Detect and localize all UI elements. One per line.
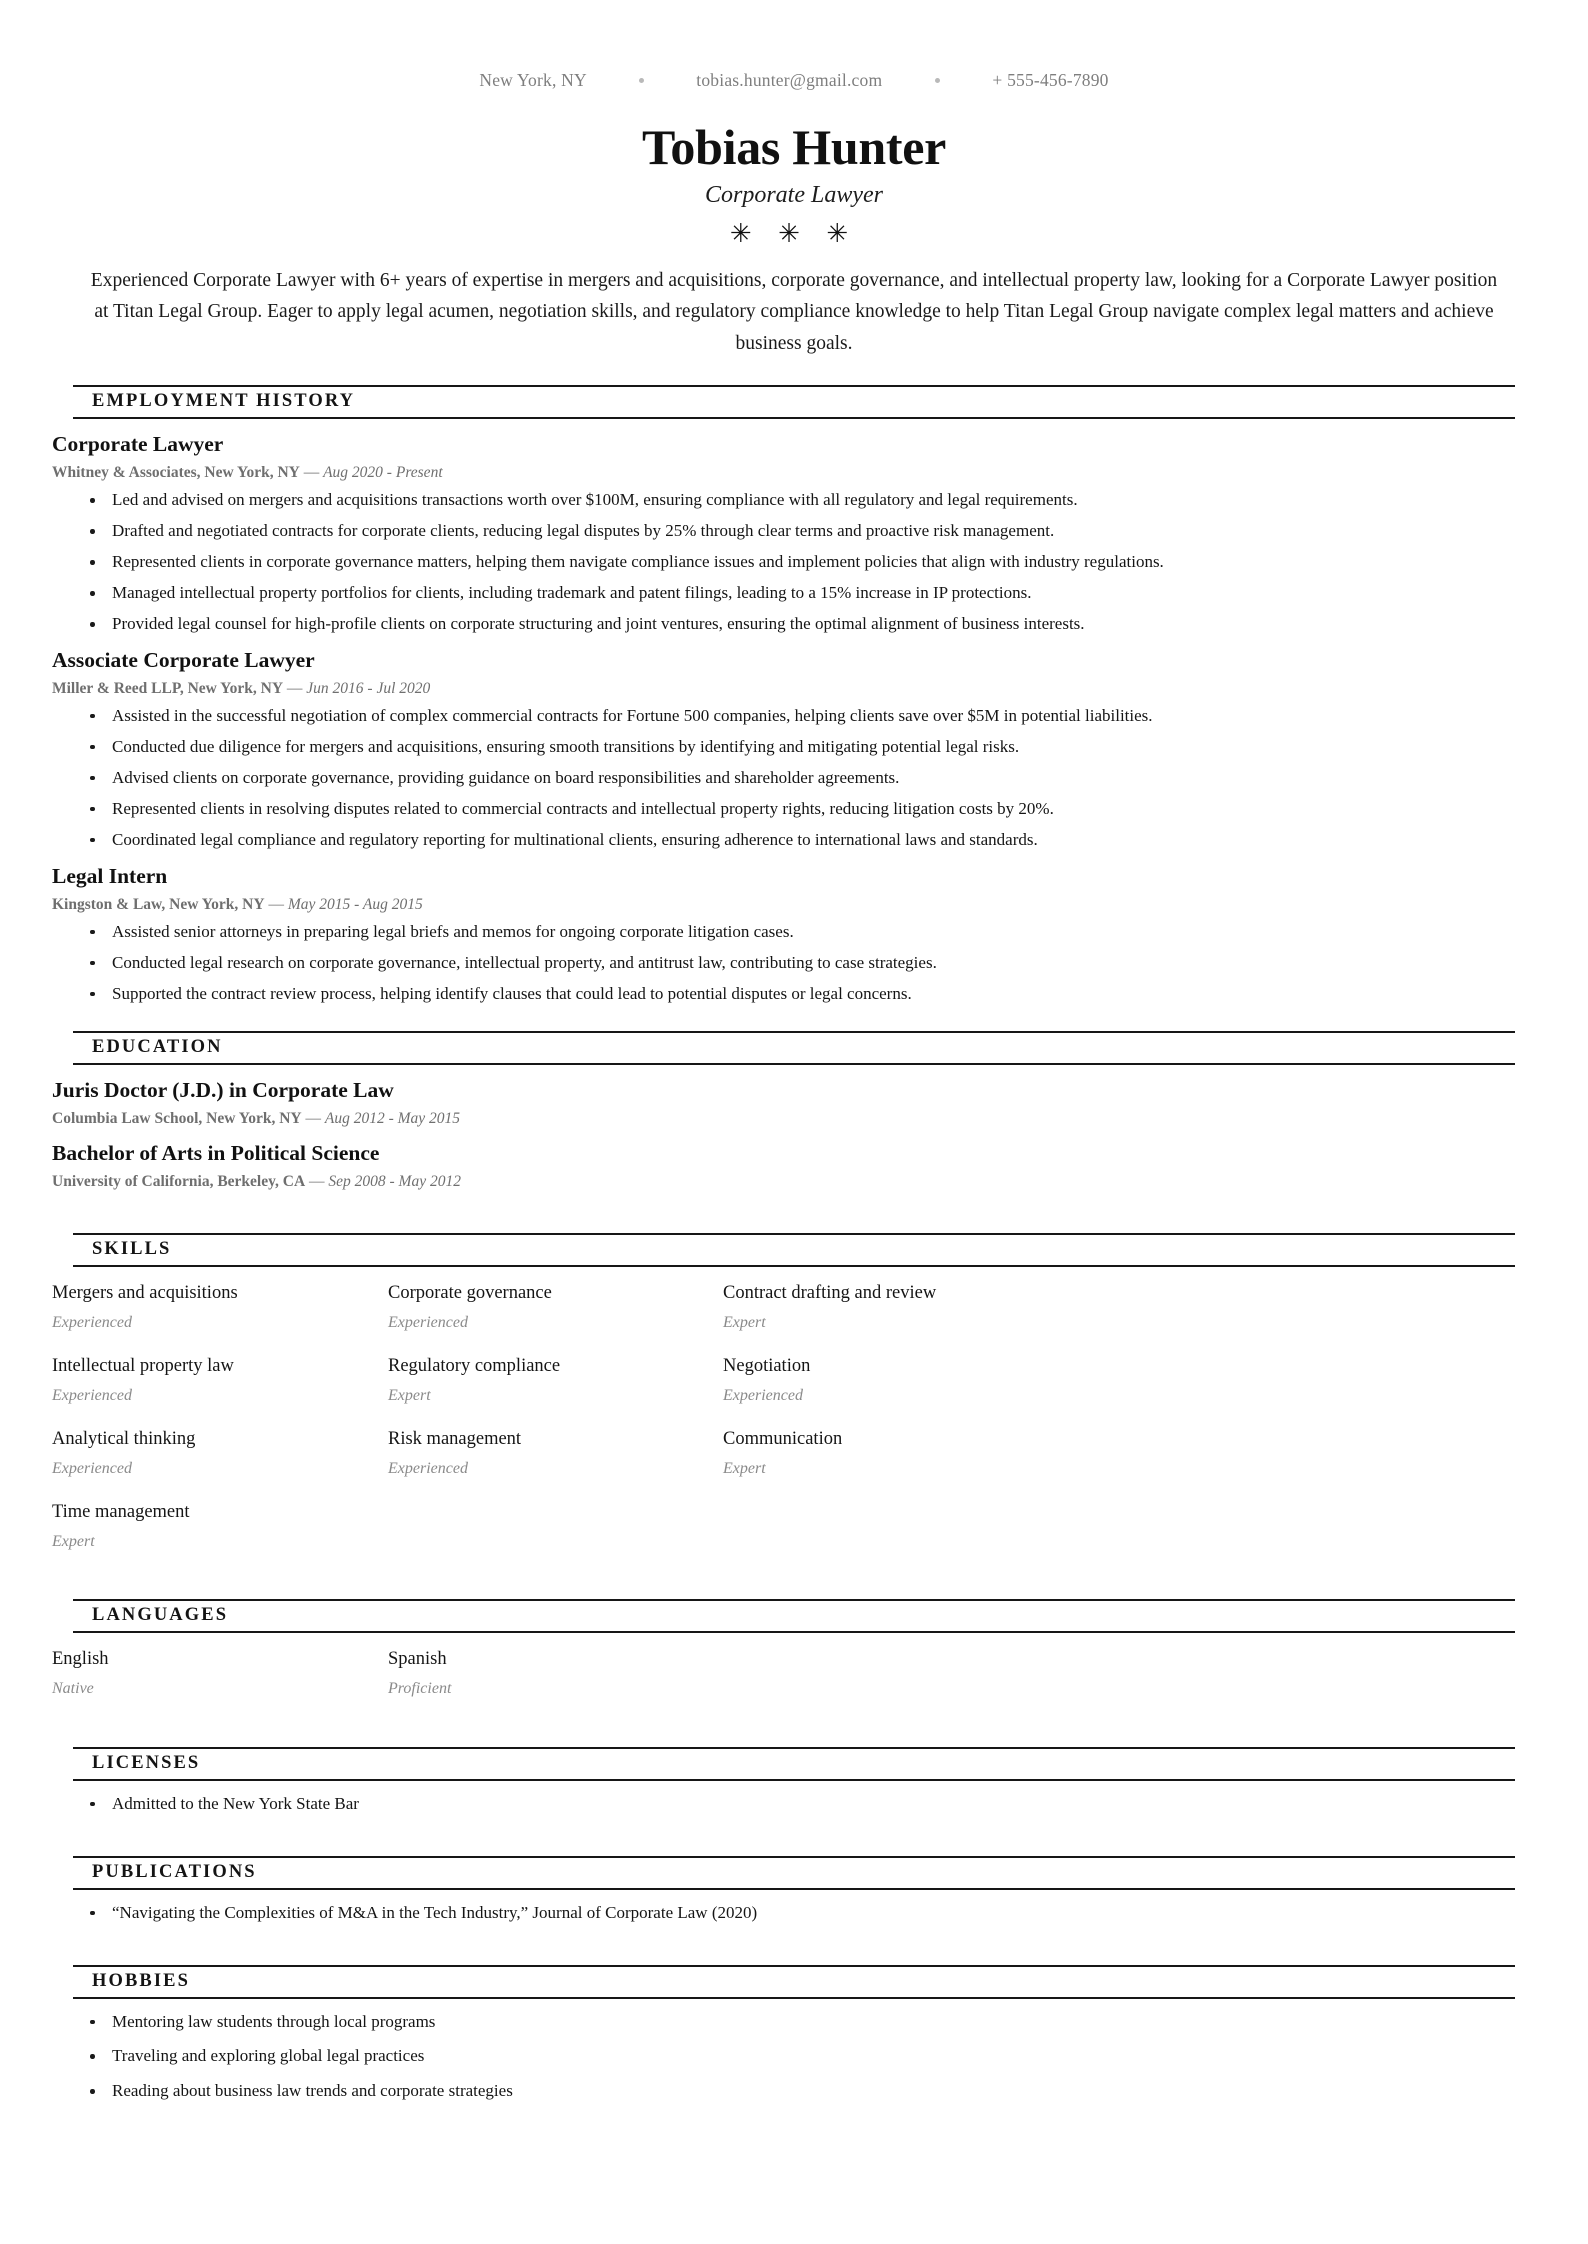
entry-degree: Bachelor of Arts in Political Science bbox=[52, 1141, 380, 1166]
entry-degree: Juris Doctor (J.D.) in Corporate Law bbox=[52, 1078, 394, 1103]
skill-label: Contract drafting and review bbox=[723, 1282, 937, 1303]
entry-job-title: Associate Corporate Lawyer bbox=[52, 647, 315, 672]
list-item: Managed intellectual property portfolios for clients, including trademark and patent filings, leading to a 15% increase in IP protections. bbox=[90, 582, 1515, 605]
section-header bbox=[73, 1233, 1515, 1267]
list-item: Conducted legal research on corporate governance, intellectual property, and antitrust law, contributing to case strategies. bbox=[90, 952, 1515, 975]
skill-level: Expert bbox=[723, 1313, 766, 1331]
section-licenses bbox=[73, 1747, 1515, 1830]
entry-dates: Aug 2020 - Present bbox=[323, 464, 443, 482]
list-item: Coordinated legal compliance and regulatory reporting for multinational clients, ensuring adherence to international laws and standards. bbox=[90, 829, 1515, 852]
skill-level: Expert bbox=[723, 1460, 766, 1478]
skill-level: Experienced bbox=[52, 1460, 132, 1478]
skill-label: Communication bbox=[723, 1428, 843, 1449]
entry-job-title: Legal Intern bbox=[52, 863, 168, 888]
skill-item bbox=[388, 1427, 723, 1478]
entry-dash: — bbox=[286, 679, 303, 697]
entry-dash: — bbox=[309, 1173, 325, 1191]
section-header bbox=[73, 1599, 1515, 1633]
entry-dates: Jun 2016 - Jul 2020 bbox=[306, 679, 431, 697]
list-item: Represented clients in corporate governance matters, helping them navigate compliance issues and implement policies that align with industry regulations. bbox=[90, 551, 1515, 574]
section-header bbox=[73, 1747, 1515, 1781]
profile-summary: Experienced Corporate Lawyer with 6+ years of expertise in mergers and acquisitions, corporate governance, and intellectual property law, looking for a Corporate Lawyer position at Titan Legal Group. Eager to apply legal acumen, negotiation skills, and regulatory compliance knowledge to help Titan Legal Group navigate complex legal matters and achieve business goals. bbox=[90, 269, 1498, 354]
section-education bbox=[52, 1031, 1515, 1206]
section-title: SKILLS bbox=[92, 1238, 172, 1259]
publications-list bbox=[52, 1890, 1515, 1925]
entry-dash: — bbox=[305, 1110, 321, 1128]
section-publications bbox=[73, 1856, 1515, 1939]
skill-label: Time management bbox=[52, 1502, 190, 1523]
language-level: Proficient bbox=[388, 1680, 452, 1698]
skill-label: Corporate governance bbox=[388, 1282, 552, 1303]
section-header bbox=[73, 1965, 1515, 1999]
section-skills bbox=[52, 1233, 1515, 1574]
list-item: Conducted due diligence for mergers and acquisitions, ensuring smooth transitions by identifying and mitigating potential legal risks. bbox=[90, 736, 1515, 759]
entry-meta bbox=[52, 1109, 1515, 1129]
skill-item bbox=[388, 1354, 723, 1405]
language-label: English bbox=[52, 1649, 109, 1670]
skill-label: Risk management bbox=[388, 1428, 522, 1449]
skill-level: Experienced bbox=[388, 1460, 468, 1478]
skill-label: Analytical thinking bbox=[52, 1428, 196, 1449]
list-item: Assisted in the successful negotiation of complex commercial contracts for Fortune 500 companies, helping clients save over $5M in potential liabilities. bbox=[90, 705, 1515, 728]
list-item: Represented clients in resolving disputes related to commercial contracts and intellectual property rights, reducing litigation costs by 20%. bbox=[90, 798, 1515, 821]
skill-level: Experienced bbox=[52, 1313, 132, 1331]
contact-phone[interactable]: + 555-456-7890 bbox=[992, 70, 1109, 90]
skill-item bbox=[723, 1427, 1515, 1478]
entry-bullet-list bbox=[52, 705, 1515, 852]
skill-item bbox=[52, 1281, 388, 1332]
contact-location: New York, NY bbox=[479, 70, 587, 90]
entry-institution: Columbia Law School, New York, NY bbox=[52, 1110, 302, 1128]
skill-level: Experienced bbox=[723, 1386, 803, 1404]
section-header bbox=[73, 1856, 1515, 1890]
entry-meta bbox=[52, 1172, 1515, 1192]
language-item bbox=[388, 1647, 1515, 1698]
list-item: Provided legal counsel for high-profile clients on corporate structuring and joint ventures, ensuring the optimal alignment of business interests. bbox=[90, 613, 1515, 636]
skill-label: Mergers and acquisitions bbox=[52, 1282, 238, 1303]
skill-level: Experienced bbox=[52, 1386, 132, 1404]
entry-dash: — bbox=[268, 895, 284, 913]
page-title: Tobias Hunter bbox=[641, 119, 947, 175]
language-item bbox=[52, 1647, 388, 1698]
list-item: Supported the contract review process, helping identify clauses that could lead to potential disputes or legal concerns. bbox=[90, 983, 1515, 1006]
skill-item bbox=[52, 1354, 388, 1405]
list-item: Admitted to the New York State Bar bbox=[90, 1793, 1515, 1816]
language-level: Native bbox=[52, 1680, 94, 1698]
list-item: Reading about business law trends and corporate strategies bbox=[90, 2080, 1515, 2103]
education-entry bbox=[52, 1077, 1515, 1129]
section-languages bbox=[52, 1599, 1515, 1720]
section-employment-history bbox=[52, 385, 1515, 1005]
section-title: LANGUAGES bbox=[92, 1605, 229, 1626]
skill-level: Expert bbox=[52, 1533, 95, 1551]
list-item: Traveling and exploring global legal practices bbox=[90, 2045, 1515, 2068]
section-title: EMPLOYMENT HISTORY bbox=[92, 391, 356, 412]
entry-organization: Kingston & Law, New York, NY bbox=[52, 895, 265, 913]
section-hobbies bbox=[73, 1965, 1515, 2104]
list-item: Drafted and negotiated contracts for corporate clients, reducing legal disputes by 25% through clear terms and proactive risk management. bbox=[90, 520, 1515, 543]
language-label: Spanish bbox=[388, 1649, 447, 1670]
employment-entry bbox=[52, 431, 1515, 636]
list-item: Advised clients on corporate governance, providing guidance on board responsibilities and shareholder agreements. bbox=[90, 767, 1515, 790]
section-title: LICENSES bbox=[92, 1752, 201, 1773]
entry-dates: Sep 2008 - May 2012 bbox=[328, 1173, 461, 1191]
section-header bbox=[73, 1031, 1515, 1065]
entry-organization: Miller & Reed LLP, New York, NY bbox=[52, 679, 284, 697]
skills-grid bbox=[52, 1281, 1515, 1574]
entry-meta bbox=[52, 679, 1515, 699]
list-item: “Navigating the Complexities of M&A in the Tech Industry,” Journal of Corporate Law (2020) bbox=[90, 1902, 1515, 1925]
entry-dates: May 2015 - Aug 2015 bbox=[287, 895, 423, 913]
employment-entry bbox=[52, 647, 1515, 852]
skill-item bbox=[388, 1281, 723, 1332]
contact-email[interactable]: tobias.hunter@gmail.com bbox=[696, 70, 883, 90]
list-item: Assisted senior attorneys in preparing legal briefs and memos for ongoing corporate litigation cases. bbox=[90, 921, 1515, 944]
skill-item bbox=[52, 1500, 388, 1551]
skill-label: Regulatory compliance bbox=[388, 1355, 561, 1376]
skill-item bbox=[723, 1354, 1515, 1405]
section-title: EDUCATION bbox=[92, 1037, 223, 1058]
entry-meta bbox=[52, 895, 1515, 915]
contact-separator-icon bbox=[639, 78, 644, 83]
section-title: PUBLICATIONS bbox=[92, 1861, 257, 1882]
entry-organization: Whitney & Associates, New York, NY bbox=[52, 464, 300, 482]
skill-level: Experienced bbox=[388, 1313, 468, 1331]
skill-label: Negotiation bbox=[723, 1355, 811, 1376]
skill-level: Expert bbox=[388, 1386, 431, 1404]
job-title-subtitle: Corporate Lawyer bbox=[704, 181, 883, 208]
list-item: Mentoring law students through local programs bbox=[90, 2011, 1515, 2034]
languages-grid bbox=[52, 1647, 1515, 1720]
section-title: HOBBIES bbox=[92, 1970, 190, 1991]
licenses-list bbox=[52, 1781, 1515, 1816]
asterisk-divider-icon: ✳ ✳ ✳ bbox=[729, 218, 859, 248]
skill-item bbox=[723, 1281, 1515, 1332]
entry-institution: University of California, Berkeley, CA bbox=[52, 1173, 306, 1191]
entry-job-title: Corporate Lawyer bbox=[52, 432, 224, 457]
entry-bullet-list bbox=[52, 921, 1515, 1006]
list-item: Led and advised on mergers and acquisitions transactions worth over $100M, ensuring compliance with all regulatory and legal requirements. bbox=[90, 489, 1515, 512]
entry-bullet-list bbox=[52, 489, 1515, 636]
education-entry bbox=[52, 1140, 1515, 1192]
contact-line bbox=[73, 0, 1515, 91]
employment-entry bbox=[52, 863, 1515, 1006]
hobbies-list bbox=[52, 1999, 1515, 2104]
skill-item bbox=[52, 1427, 388, 1478]
entry-dates: Aug 2012 - May 2015 bbox=[324, 1110, 461, 1128]
contact-separator-icon bbox=[935, 78, 940, 83]
entry-meta bbox=[52, 463, 1515, 483]
skill-label: Intellectual property law bbox=[52, 1355, 234, 1376]
section-header bbox=[73, 385, 1515, 419]
entry-dash: — bbox=[303, 464, 320, 482]
